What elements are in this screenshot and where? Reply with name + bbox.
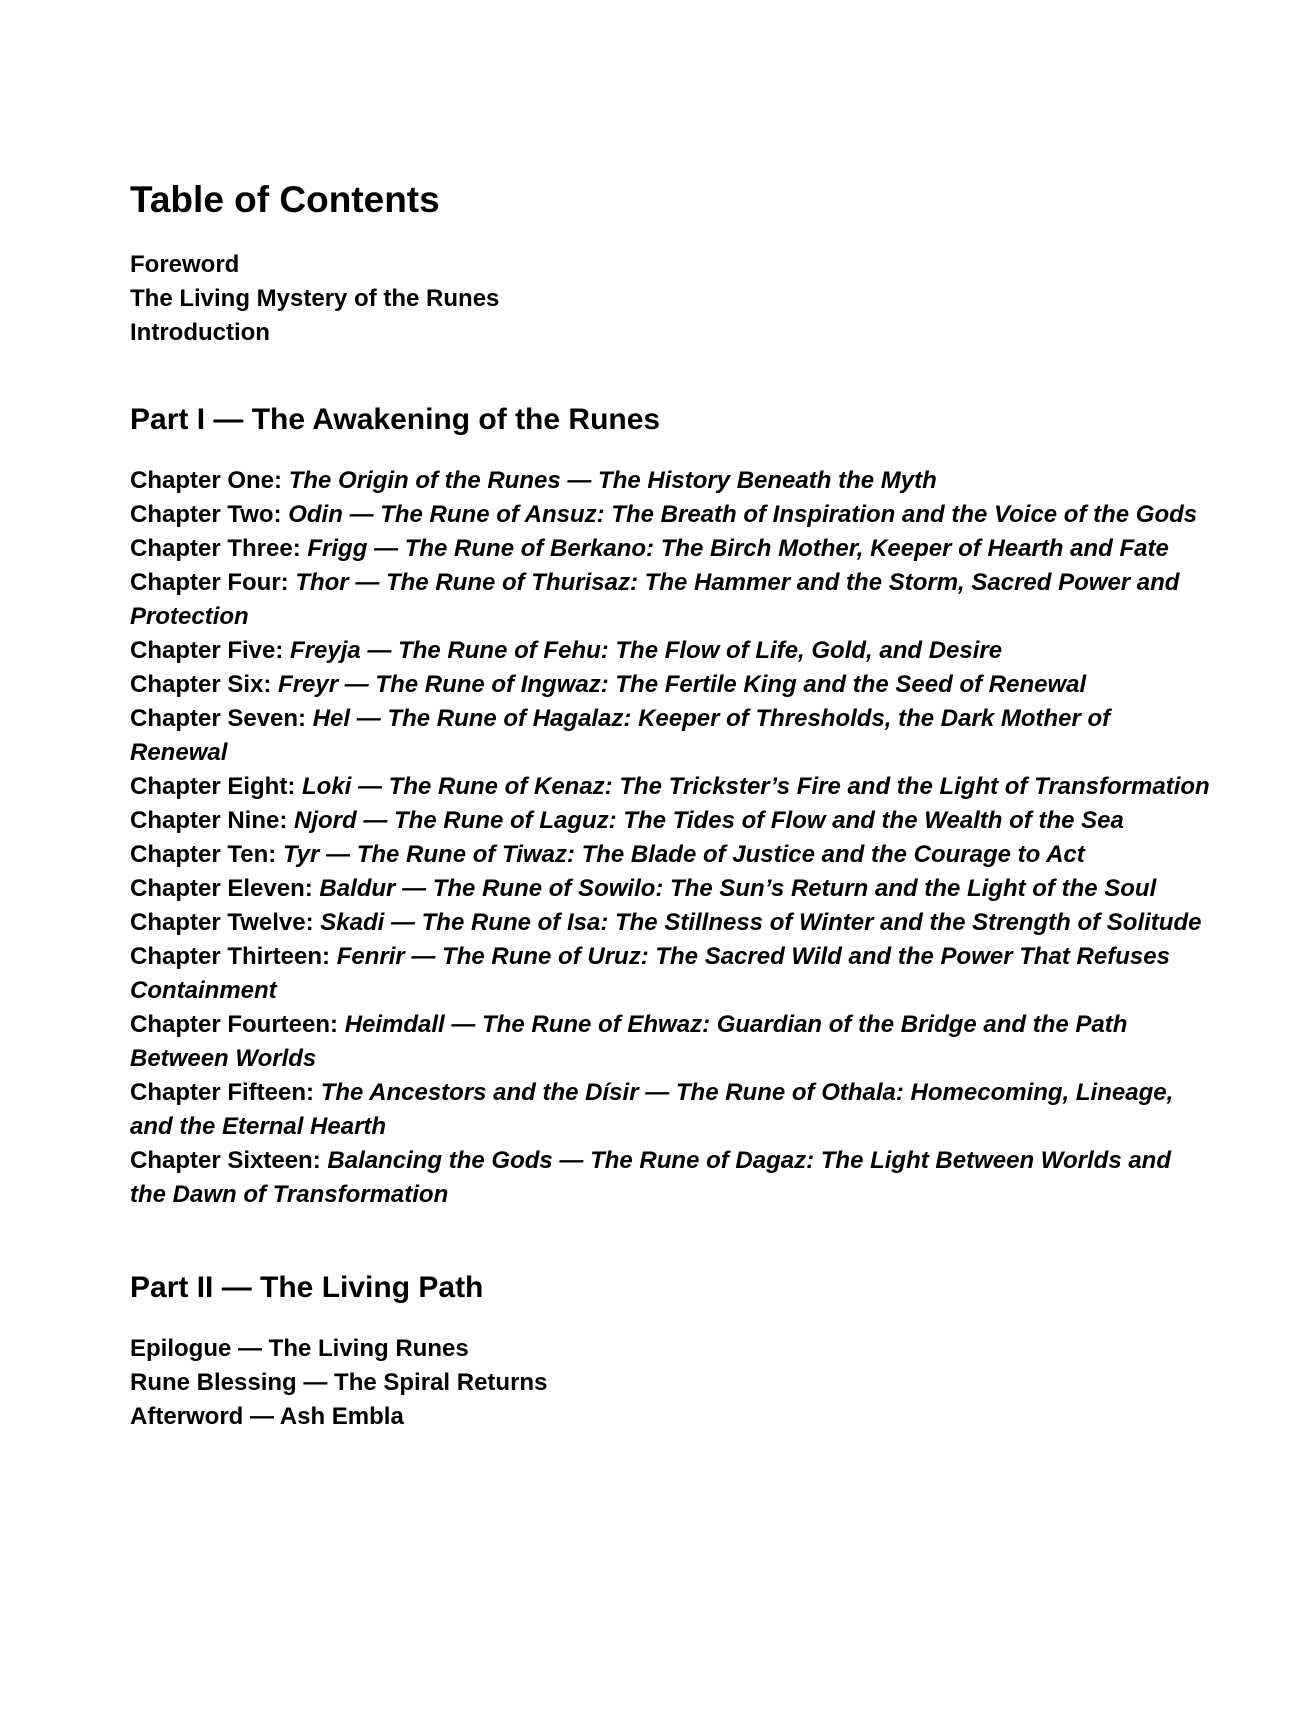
front-matter-item-introduction: Introduction: [130, 319, 270, 346]
chapter-label: Chapter Nine:: [130, 807, 295, 834]
chapter-title: Loki — The Rune of Kenaz: The Trickster’s Fire and the Light of Transformation: [302, 773, 1210, 800]
chapter-entry: [130, 668, 1210, 702]
chapter-title: Hel — The Rune of Hagalaz: Keeper of Thresholds, the Dark Mother of Renewal: [130, 705, 1111, 766]
front-matter-item-living-mystery: The Living Mystery of the Runes: [130, 285, 500, 312]
chapter-title: Baldur — The Rune of Sowilo: The Sun’s Return and the Light of the Soul: [319, 875, 1157, 902]
chapter-label: Chapter Seven:: [130, 705, 313, 732]
part-two-entry-list: [130, 1332, 1210, 1434]
chapter-entry: [130, 940, 1210, 1008]
chapter-title: The Ancestors and the Dísir — The Rune of Othala: Homecoming, Lineage, and the Eternal Hearth: [130, 1079, 1174, 1140]
chapter-label: Chapter Two:: [130, 501, 289, 528]
toc-page: [130, 172, 1210, 1434]
part-one-heading: Part I — The Awakening of the Runes: [130, 403, 661, 436]
chapter-entry: [130, 634, 1210, 668]
chapter-entry: [130, 498, 1210, 532]
part-two-item-epilogue: Epilogue — The Living Runes: [130, 1335, 469, 1362]
chapter-title: Tyr — The Rune of Tiwaz: The Blade of Justice and the Courage to Act: [282, 841, 1085, 868]
chapter-title: Frigg — The Rune of Berkano: The Birch Mother, Keeper of Hearth and Fate: [307, 535, 1169, 562]
chapter-label: Chapter Thirteen:: [130, 943, 337, 970]
chapter-title: Skadi — The Rune of Isa: The Stillness of Winter and the Strength of Solitude: [320, 909, 1202, 936]
chapter-title: Thor — The Rune of Thurisaz: The Hammer and the Storm, Sacred Power and Protection: [130, 569, 1180, 630]
chapter-title: Heimdall — The Rune of Ehwaz: Guardian of the Bridge and the Path Between Worlds: [130, 1011, 1128, 1072]
chapter-entry: [130, 804, 1210, 838]
chapter-label: Chapter Twelve:: [130, 909, 321, 936]
part-one-chapter-list: [130, 464, 1210, 1212]
chapter-label: Chapter Eleven:: [130, 875, 320, 902]
chapter-entry: [130, 1008, 1210, 1076]
chapter-label: Chapter Sixteen:: [130, 1147, 328, 1174]
front-matter-item-foreword: Foreword: [130, 251, 240, 278]
chapter-entry: [130, 1144, 1210, 1212]
chapter-entry: [130, 906, 1210, 940]
chapter-label: Chapter One:: [130, 467, 289, 494]
chapter-label: Chapter Ten:: [130, 841, 283, 868]
part-two-item-afterword: Afterword — Ash Embla: [130, 1403, 404, 1430]
chapter-label: Chapter Eight:: [130, 773, 302, 800]
front-matter-list: [130, 248, 1210, 350]
chapter-label: Chapter Three:: [130, 535, 308, 562]
page-title: Table of Contents: [130, 179, 440, 220]
chapter-title: Njord — The Rune of Laguz: The Tides of Flow and the Wealth of the Sea: [294, 807, 1124, 834]
chapter-title: Odin — The Rune of Ansuz: The Breath of Inspiration and the Voice of the Gods: [288, 501, 1198, 528]
part-two-heading: Part II — The Living Path: [130, 1271, 484, 1304]
chapter-entry: [130, 872, 1210, 906]
chapter-label: Chapter Five:: [130, 637, 291, 664]
chapter-entry: [130, 1076, 1210, 1144]
chapter-entry: [130, 770, 1210, 804]
chapter-title: Freyja — The Rune of Fehu: The Flow of Life, Gold, and Desire: [290, 637, 1003, 664]
part-two-item-rune-blessing: Rune Blessing — The Spiral Returns: [130, 1369, 548, 1396]
chapter-title: Fenrir — The Rune of Uruz: The Sacred Wild and the Power That Refuses Containment: [130, 943, 1170, 1004]
chapter-title: Freyr — The Rune of Ingwaz: The Fertile King and the Seed of Renewal: [278, 671, 1087, 698]
chapter-label: Chapter Fifteen:: [130, 1079, 321, 1106]
chapter-label: Chapter Fourteen:: [130, 1011, 345, 1038]
chapter-title: The Origin of the Runes — The History Beneath the Myth: [288, 467, 937, 494]
chapter-entry: [130, 702, 1210, 770]
chapter-entry: [130, 566, 1210, 634]
chapter-title: Balancing the Gods — The Rune of Dagaz: The Light Between Worlds and the Dawn of Transformation: [130, 1147, 1171, 1208]
chapter-entry: [130, 464, 1210, 498]
chapter-entry: [130, 532, 1210, 566]
chapter-entry: [130, 838, 1210, 872]
chapter-label: Chapter Six:: [130, 671, 279, 698]
chapter-label: Chapter Four:: [130, 569, 296, 596]
